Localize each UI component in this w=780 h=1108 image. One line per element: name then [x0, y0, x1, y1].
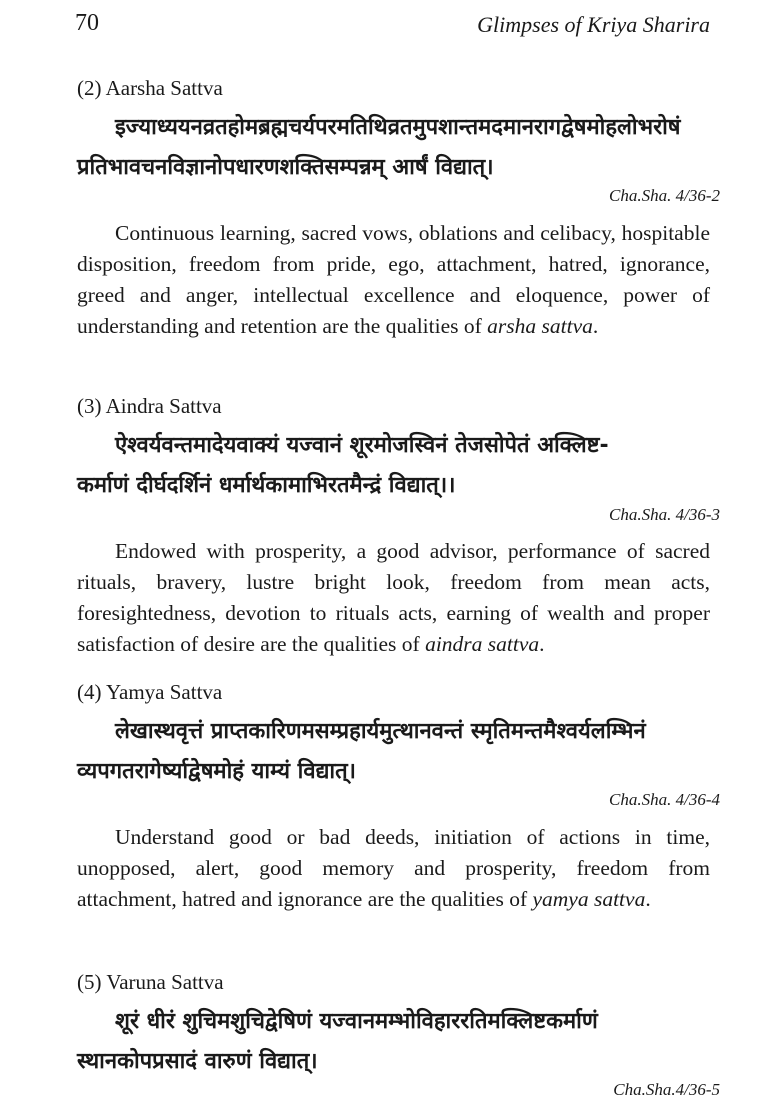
- paragraph: [77, 536, 710, 660]
- sanskrit-verse: [77, 712, 717, 792]
- term: arsha sattva: [487, 314, 593, 338]
- verse-line: स्थानकोपप्रसादं वारुणं विद्यात्।: [77, 1049, 318, 1074]
- paragraph: [77, 218, 710, 342]
- paragraph-end: .: [645, 887, 651, 911]
- section-heading: (4) Yamya Sattva: [77, 680, 223, 704]
- verse-line: ऐश्वर्यवन्तमादेयवाक्यं यज्वानं शूरमोजस्विनं तेजसोपेतं अक्लिष्ट-: [115, 433, 609, 458]
- section-heading: (2) Aarsha Sattva: [77, 76, 223, 100]
- paragraph-text: Understand good or bad deeds, initiation of actions in time, unopposed, alert, good memory and prosperity, freedom from attachment, hatred and ignorance are the qualities of: [77, 825, 710, 911]
- running-title: Glimpses of Kriya Sharira: [477, 12, 710, 37]
- verse-reference: Cha.Sha. 4/36-2: [609, 186, 720, 205]
- term: aindra sattva: [425, 632, 540, 656]
- sanskrit-verse: [77, 1002, 717, 1082]
- verse-reference: Cha.Sha.4/36-5: [613, 1080, 720, 1099]
- section-heading: (3) Aindra Sattva: [77, 394, 222, 418]
- verse-line: कर्माणं दीर्घदर्शिनं धर्मार्थकामाभिरतमैन्द्रं विद्यात्।।: [77, 473, 456, 498]
- verse-line: लेखास्थवृत्तं प्राप्तकारिणमसम्प्रहार्यमुत्थानवन्तं स्मृतिमन्तमैश्वर्यलम्भिनं: [115, 719, 646, 744]
- verse-reference: Cha.Sha. 4/36-3: [609, 505, 720, 524]
- verse-reference: Cha.Sha. 4/36-4: [609, 790, 720, 809]
- paragraph-text: Continuous learning, sacred vows, oblations and celibacy, hospitable disposition, freedom from pride, ego, attachment, hatred, ignorance, greed and anger, intellectual excellence and eloquence, power of understanding and retention are the qualities of: [77, 221, 710, 338]
- paragraph: [77, 822, 710, 915]
- verse-line: प्रतिभावचनविज्ञानोपधारणशक्तिसम्पन्नम् आर्षं विद्यात्।: [77, 155, 494, 180]
- sanskrit-verse: [77, 108, 717, 188]
- verse-line: शूरं धीरं शुचिमशुचिद्वेषिणं यज्वानमम्भोविहाररतिमक्लिष्टकर्माणं: [115, 1009, 598, 1034]
- verse-line: इज्याध्ययनव्रतहोमब्रह्मचर्यपरमतिथिव्रतमुपशान्तमदमानरागद्वेषमोहलोभरोषं: [115, 115, 681, 140]
- verse-line: व्यपगतरागेर्ष्याद्वेषमोहं याम्यं विद्यात्।: [77, 759, 357, 784]
- sanskrit-verse: [77, 426, 717, 506]
- paragraph-end: .: [539, 632, 545, 656]
- page-number: 70: [75, 10, 99, 36]
- paragraph-text: Endowed with prosperity, a good advisor, performance of sacred rituals, bravery, lustre bright look, freedom from mean acts, foresightedness, devotion to rituals acts, earning of wealth and proper satisfaction of desire are the qualities of: [77, 539, 710, 656]
- section-heading: (5) Varuna Sattva: [77, 970, 224, 994]
- term: yamya sattva: [532, 887, 646, 911]
- paragraph-end: .: [592, 314, 599, 338]
